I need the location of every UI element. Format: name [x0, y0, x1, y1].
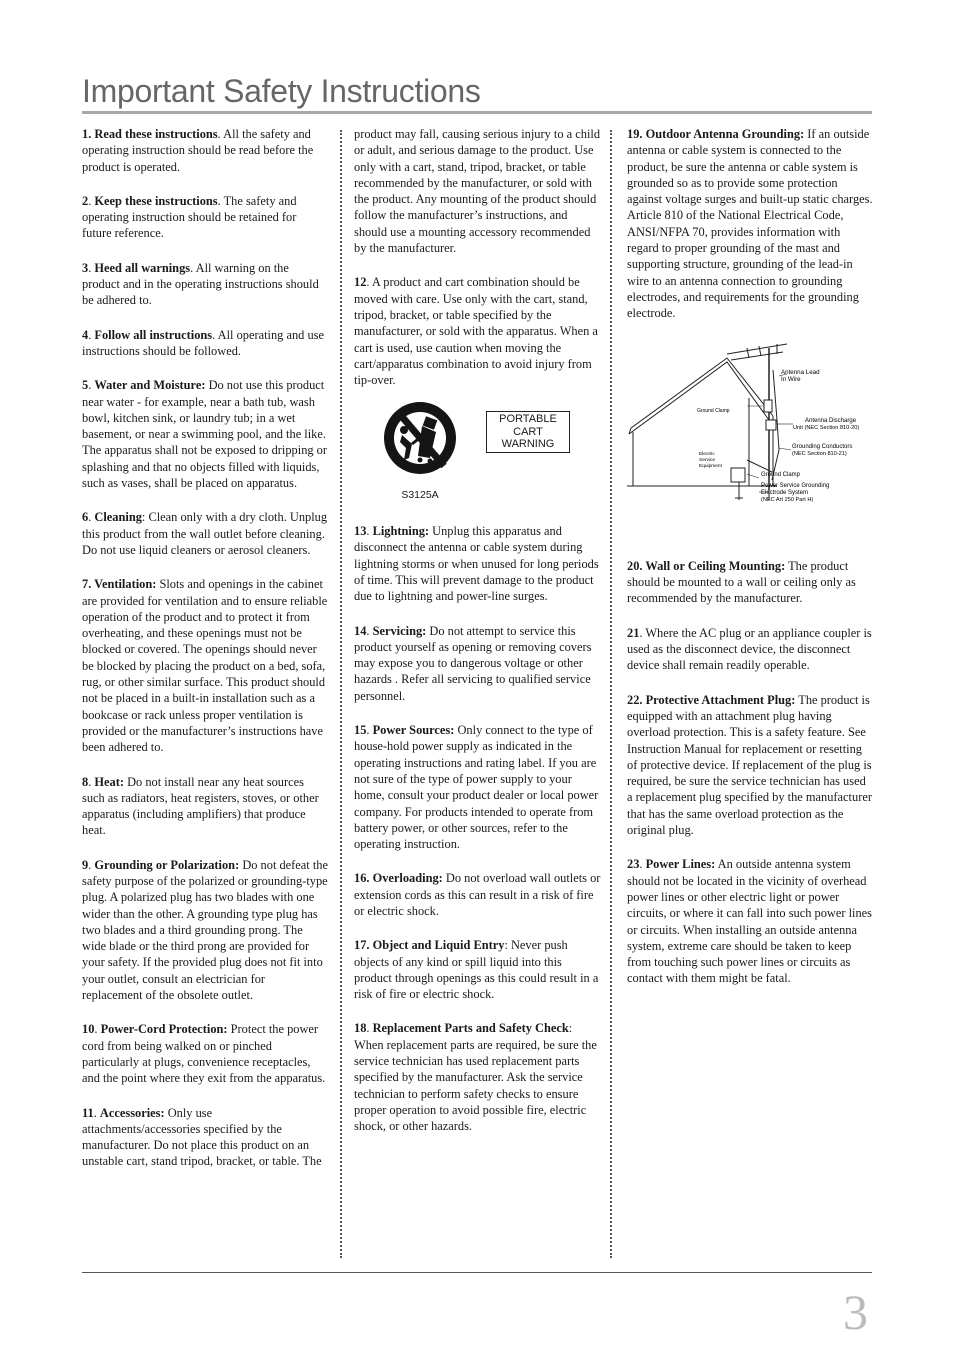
- item-12: 12. A product and cart combination should be moved with care. Use only with the cart, stand, tripod, bracket, or table specified by the manufacturer, or sold with the apparatus. When a cart is used, use caution when moving the cart/apparatus combination to avoid injury from tip-over.: [354, 275, 598, 388]
- item-18: 18. Replacement Parts and Safety Check: When replacement parts are required, be sure the service technician has used replacement parts specified by the manufacturer. Ask the service technician to perform safety checks to ensure proper operation to avoid possible fire, electric shock, or other hazards.: [354, 1021, 597, 1134]
- page-title: Important Safety Instructions: [82, 73, 481, 109]
- page-number: 3: [843, 1284, 868, 1340]
- item-14: 14. Servicing: Do not attempt to service this product yourself as opening or removing covers may expose you to dangerous voltage or other hazards . Refer all servicing to qualified service personnel.: [354, 623, 592, 703]
- svg-text:Equipment: Equipment: [699, 463, 722, 469]
- svg-text:(NEC Art 250 Part H): (NEC Art 250 Part H): [761, 496, 814, 503]
- svg-text:Electrode System: Electrode System: [761, 489, 809, 496]
- item-4: 4. Follow all instructions. All operating and use instructions should be followed.: [82, 327, 324, 358]
- electric-service-label: Electric: [699, 451, 715, 457]
- cart-tip-over-icon: [382, 396, 464, 482]
- svg-text:Service: Service: [699, 457, 715, 463]
- svg-text:In Wire: In Wire: [781, 375, 801, 383]
- item-5: 5. Water and Moisture: Do not use this product near water - for example, near a bath tub, wash bowl, kitchen sink, or laundry tub; in a wet basement, or near a swimming pool, and the like. The apparatus shall not be exposed to dripping or splashing and that no objects filled with liquids, such as vases, shall be placed on apparatus.: [82, 378, 327, 491]
- antenna-grounding-diagram: [627, 340, 873, 514]
- column-2: [354, 126, 602, 1153]
- column-1: [82, 126, 328, 1188]
- grounding-conductors-label: Grounding Conductors: [792, 443, 853, 450]
- item-11: 11. Accessories: Only use attachments/accessories specified by the manufacturer. Do not place this product on an unstable cart, stand tripod, bracket, or table. The: [82, 1105, 322, 1169]
- item-15: 15. Power Sources: Only connect to the type of house-hold power supply as indicated in the operating instructions and rating label. If you are not sure of the type of power supply to your home, consult your product dealer or local power company. For products intended to operate from battery power, or other sources, refer to the operating instruction.: [354, 723, 599, 852]
- svg-text:Unit (NEC Section 810-20): Unit (NEC Section 810-20): [793, 424, 860, 431]
- ground-clamp-bottom-label: Ground Clamp: [761, 471, 801, 478]
- item-10: 10. Power-Cord Protection: Protect the power cord from being walked on or pinched particularly at plugs, convenience receptacles, and the point where they exit from the apparatus.: [82, 1022, 326, 1086]
- cart-figure-code: S3125A: [401, 488, 439, 501]
- item-23: 23. Power Lines: An outside antenna system should not be located in the vicinity of overhead power lines or other electric light or power circuits, or where it can fall into such power lines or circuits. When installing an outside antenna system, extreme care should be taken to keep from touching such power lines or circuits as contact with them might be fatal.: [627, 857, 872, 986]
- column-3: [627, 126, 873, 1005]
- item-8: 8. Heat: Do not install near any heat sources such as radiators, heat registers, stoves, or other apparatus (including amplifiers) that produce heat.: [82, 774, 319, 838]
- item-2: 2. Keep these instructions. The safety and operating instruction should be retained for future reference.: [82, 193, 297, 241]
- column-divider-1: [340, 130, 342, 1258]
- item-7: 7. Ventilation: Slots and openings in the cabinet are provided for ventilation and to ensure reliable operation of the product and to protect it from overheating, and these openings must not be blocked or covered. The openings should never be blocked by placing the product on a bed, sofa, rug, or other similar surface. This product should not be placed in a built-in installation such as a bookcase or rack unless proper ventilation is provided or the manufacturer’s instructions have been adhered to.: [82, 577, 328, 755]
- ground-clamp-top-label: Ground Clamp: [697, 407, 730, 414]
- title-rule: [82, 111, 872, 114]
- item-20: 20. Wall or Ceiling Mounting: The product should be mounted to a wall or ceiling only as recommended by the manufacturer.: [627, 558, 856, 606]
- cart-warning-figure: [382, 396, 602, 503]
- item-21: 21. Where the AC plug or an appliance coupler is used as the disconnect device, the disconnect device shall remain readily operable.: [627, 625, 872, 673]
- power-service-electrode-label: Power Service Grounding: [761, 482, 830, 489]
- svg-text:(NEC Section 810-21): (NEC Section 810-21): [792, 450, 847, 457]
- portable-cart-warning-box: PORTABLE CART WARNING: [486, 411, 570, 453]
- antenna-lead-label: Antenna Lead: [781, 368, 820, 376]
- antenna-discharge-label: Antenna Discharge: [805, 417, 857, 424]
- item-22: 22. Protective Attachment Plug: The product is equipped with an attachment plug having overload protection. This is a safety feature. See Instruction Manual for replacement or resetting of protective device. If replacement of the plug is required, be sure the service technician has used a replacement plug specified by the manufacturer that has the same overload protection as the original plug.: [627, 692, 872, 838]
- item-19: 19. Outdoor Antenna Grounding: If an outside antenna or cable system is connected to the product, be sure the antenna or cable system is grounded so as to provide some protection against voltage surges and built-up static charges. Article 810 of the National Electrical Code, ANSI/NFPA 70, provides information with regard to proper grounding of the mast and supporting structure, grounding of the lead-in wire to an antenna connection to grounding electrodes, and requirements for the grounding electrode.: [627, 127, 873, 321]
- item-17: 17. Object and Liquid Entry: Never push objects of any kind or spill liquid into this product through openings as this could result in a risk of fire or electric shock.: [354, 938, 599, 1002]
- item-1: 1. Read these instructions. All the safety and operating instruction should be read before the product is operated.: [82, 127, 314, 174]
- footer-rule: [82, 1272, 872, 1273]
- item-16: 16. Overloading: Do not overload wall outlets or extension cords as this can result in a risk of fire or electric shock.: [354, 871, 601, 918]
- column-divider-2: [610, 130, 612, 1258]
- item-13: 13. Lightning: Unplug this apparatus and disconnect the antenna or cable system during lightning storms or when unused for long periods of time. This will prevent damage to the product due to lightning and power-line surges.: [354, 524, 599, 604]
- item-3: 3. Heed all warnings. All warning on the product and in the operating instructions should be adhered to.: [82, 260, 319, 308]
- item-11-continued: product may fall, causing serious injury to a child or adult, and serious damage to the product. Use only with a cart, stand, tripod, bracket, or table recommended by the manufacturer, or sold with the product. Any mounting of the product should follow the manufacturer’s instructions, and should use a mounting accessory recommended by the manufacturer.: [354, 127, 601, 256]
- item-6: 6. Cleaning: Clean only with a dry cloth. Unplug this product from the wall outlet before cleaning. Do not use liquid cleaners or aerosol cleaners.: [82, 510, 328, 557]
- item-9: 9. Grounding or Polarization: Do not defeat the safety purpose of the polarized or grounding-type plug. A polarized plug has two blades with one wider than the other. A grounding type plug has two blades and a third grounding prong. The wide blade or the third prong are provided for your safety. If the provided plug does not fit into your outlet, consult an electrician for replacement of the obsolete outlet.: [82, 857, 328, 1003]
